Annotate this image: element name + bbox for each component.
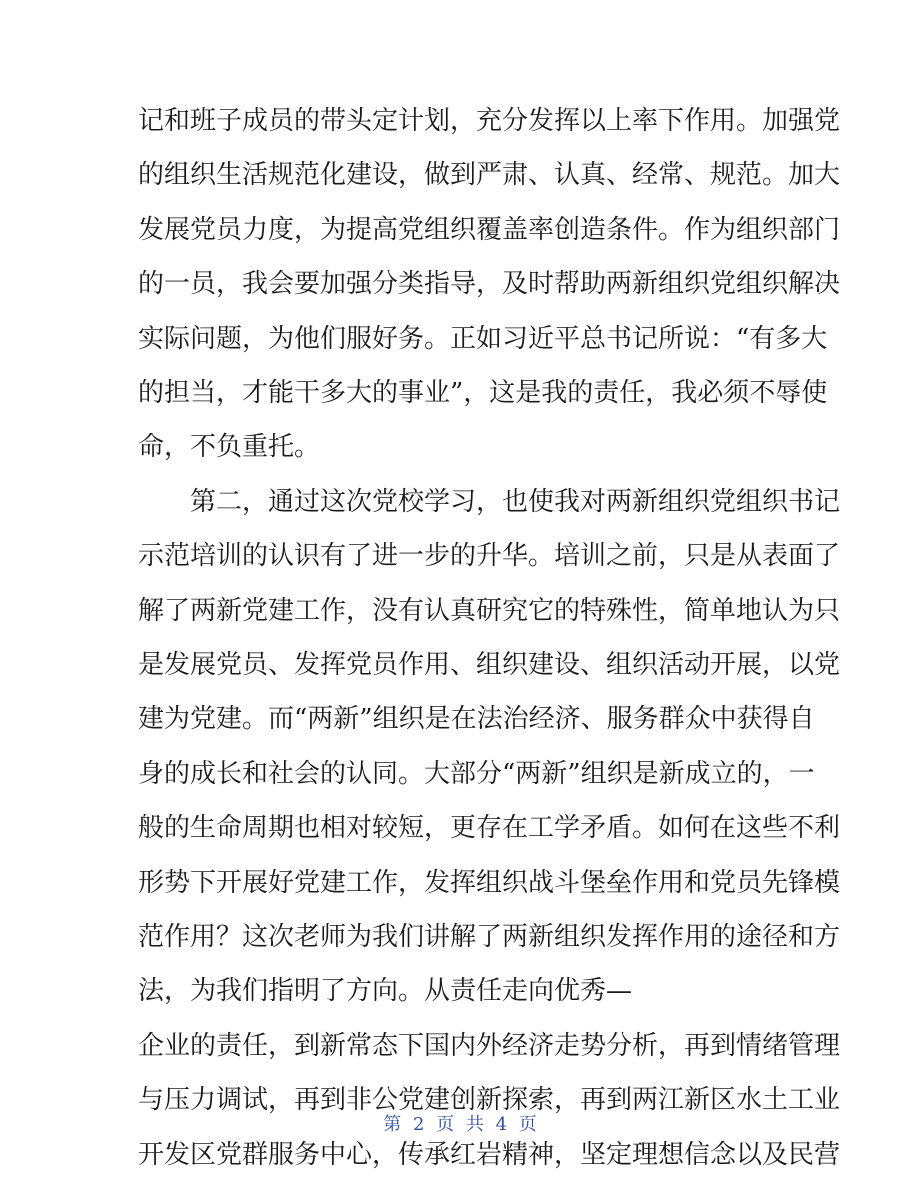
text-line: 解了两新党建工作，没有认真研究它的特殊性，简单地认为只 [138,596,841,626]
text-line: 企业的责任，到新常态下国内外经济走势分析，再到情绪管理 [138,1031,841,1061]
text-line: 范作用？这次老师为我们讲解了两新组织发挥作用的途径和方 [138,922,841,952]
text-line: 发展党员力度，为提高党组织覆盖率创造条件。作为组织部门 [138,215,841,245]
text-line: 实际问题，为他们服好务。正如习近平总书记所说：“有多大 [138,324,828,354]
text-line: 形势下开展好党建工作，发挥组织战斗堡垒作用和党员先锋模 [138,868,841,898]
text-line: 开发区党群服务中心，传承红岩精神，坚定理想信念以及民营 [138,1140,841,1170]
text-line: 的一员，我会要加强分类指导，及时帮助两新组织党组织解决 [138,269,841,299]
text-line: 般的生命周期也相对较短，更存在工学矛盾。如何在这些不利 [138,813,841,843]
text-line: 的组织生活规范化建设，做到严肃、认真、经常、规范。加大 [138,160,841,190]
page-number-footer: 第 2 页 共 4 页 [383,1114,537,1135]
text-line: 建为党建。而“两新”组织是在法治经济、服务群众中获得自 [138,704,815,734]
text-line: 的担当，才能干多大的事业”，这是我的责任，我必须不辱使 [138,378,828,408]
paragraph-first-line: 第二，通过这次党校学习，也使我对两新组织党组织书记 [190,487,841,517]
text-line: 与压力调试，再到非公党建创新探索，再到两江新区水土工业 [138,1085,841,1115]
text-line: 法，为我们指明了方向。从责任走向优秀— [138,976,633,1006]
text-line: 命，不负重托。 [138,432,321,462]
text-line: 示范培训的认识有了进一步的升华。培训之前，只是从表面了 [138,541,841,571]
text-line: 是发展党员、发挥党员作用、组织建设、组织活动开展，以党 [138,650,841,680]
text-line: 记和班子成员的带头定计划，充分发挥以上率下作用。加强党 [138,106,841,136]
text-line: 身的成长和社会的认同。大部分“两新”组织是新成立的，一 [138,759,815,789]
